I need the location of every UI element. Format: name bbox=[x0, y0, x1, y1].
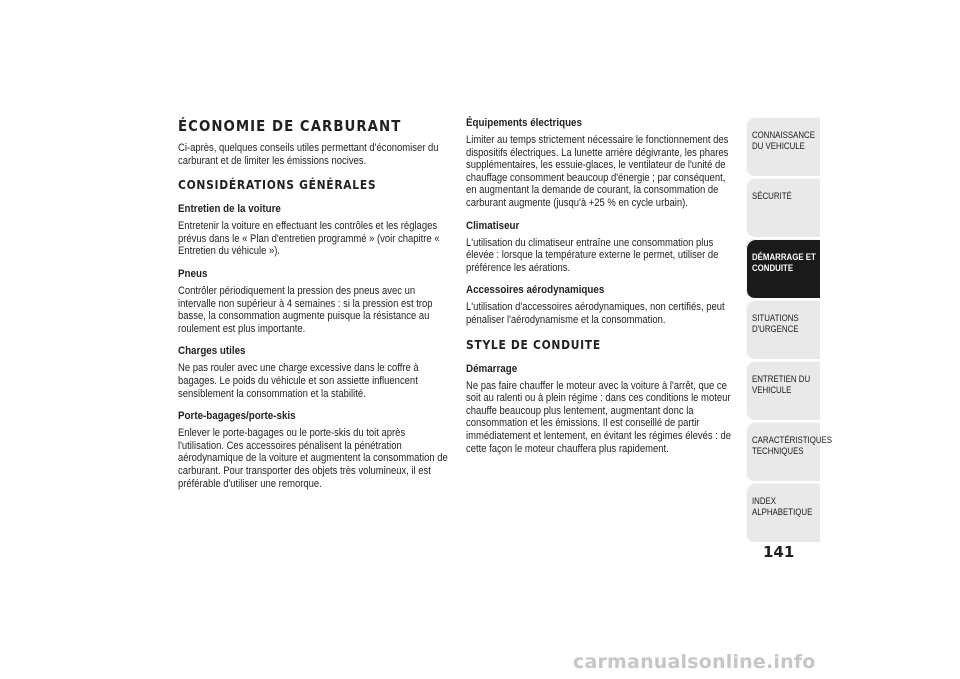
heading-equipements: Équipements électriques bbox=[466, 117, 582, 129]
paragraph-accessoires: L'utilisation d'accessoires aérodynamiques, non certifiés, peut pénaliser l'aérodynamisme et la consommation. bbox=[466, 301, 725, 326]
tab-label: SITUATIONS D'URGENCE bbox=[752, 313, 799, 335]
paragraph-charges: Ne pas rouler avec une charge excessive dans le coffre à bagages. Le poids du véhicule et son assiette influencent sensiblement la consommation et la stabilité. bbox=[178, 362, 419, 400]
page-title: ÉCONOMIE DE CARBURANT bbox=[178, 117, 402, 135]
tab-label: CARACTÉRISTIQUES TECHNIQUES bbox=[752, 435, 833, 457]
tab-demarrage-conduite[interactable] bbox=[746, 239, 820, 298]
intro-paragraph: Ci-après, quelques conseils utiles permettant d'économiser du carburant et de limiter les émissions nocives. bbox=[178, 142, 439, 167]
heading-charges: Charges utiles bbox=[178, 345, 246, 358]
page-number: 141 bbox=[763, 543, 795, 561]
left-column bbox=[178, 116, 450, 498]
heading-accessoires: Accessoires aérodynamiques bbox=[466, 284, 605, 297]
tab-label: SÉCURITÉ bbox=[752, 191, 792, 202]
heading-climatiseur: Climatiseur bbox=[466, 219, 520, 232]
right-column bbox=[466, 116, 738, 463]
paragraph-pneus: Contrôler périodiquement la pression des pneus avec un intervalle non supérieur à 4 semaines : si la pression est trop basse, la consommation augmente puisque la résistance au roulement est plus importante. bbox=[178, 284, 433, 335]
tab-connaissance-vehicule[interactable] bbox=[746, 117, 820, 176]
tab-securite[interactable] bbox=[746, 178, 820, 237]
tab-label: CONNAISSANCE DU VEHICULE bbox=[752, 130, 815, 152]
heading-porte-bagages: Porte-bagages/porte-skis bbox=[178, 410, 296, 423]
paragraph-demarrage: Ne pas faire chauffer le moteur avec la voiture à l'arrêt, que ce soit au ralenti ou à plein régime : dans ces conditions le moteur chauffe beaucoup plus lentement, augmentant donc la consommation et les émissions. Il est conseillé de partir immédiatement et lentement, en évitant les régimes élevés : de cette façon le moteur chauffera plus rapidement. bbox=[466, 379, 732, 455]
tab-label: INDEX ALPHABETIQUE bbox=[752, 496, 813, 518]
watermark: carmanualsonline.info bbox=[573, 651, 816, 673]
tab-index-alphabetique[interactable] bbox=[746, 483, 820, 542]
paragraph-equipements: Limiter au temps strictement nécessaire le fonctionnement des dispositifs électriques. La lunette arrière dégivrante, les phares supplémentaires, les essuie-glaces, le ventilateur de l'unité de chauffage consomment beaucoup d'énergie ; par conséquent, en augmentant la demande de courant, la consommation de carburant augmente (jusqu'à +25 % en cycle urbain). bbox=[466, 134, 729, 209]
paragraph-climatiseur: L'utilisation du climatiseur entraîne une consommation plus élevée : lorsque la température externe le permet, utiliser de préférence les aérations. bbox=[466, 236, 719, 274]
paragraph-entretien: Entretenir la voiture en effectuant les contrôles et les réglages prévus dans le « Plan d'entretien programmé » (voir chapitre « Entretien du véhicule »). bbox=[178, 220, 440, 258]
chapter-tabs bbox=[746, 117, 833, 544]
tab-label: ENTRETIEN DU VEHICULE bbox=[752, 374, 811, 396]
heading-pneus: Pneus bbox=[178, 267, 208, 280]
tab-situations-urgence[interactable] bbox=[746, 300, 820, 359]
heading-demarrage: Démarrage bbox=[466, 362, 518, 375]
section-title-general: CONSIDÉRATIONS GÉNÉRALES bbox=[178, 177, 377, 193]
tab-label: DÉMARRAGE ET CONDUITE bbox=[752, 252, 816, 274]
tab-entretien-vehicule[interactable] bbox=[746, 361, 820, 420]
tab-caracteristiques-techniques[interactable] bbox=[746, 422, 833, 481]
heading-entretien: Entretien de la voiture bbox=[178, 203, 281, 216]
paragraph-porte-bagages: Enlever le porte-bagages ou le porte-skis du toit après l'utilisation. Ces accessoires pénalisent la pénétration aérodynamique de la voiture et augmentent la consommation de carburant. Pour transporter des objets très volumineux, il est préférable d'utiliser une remorque. bbox=[178, 427, 448, 490]
section-title-style: STYLE DE CONDUITE bbox=[466, 336, 601, 352]
